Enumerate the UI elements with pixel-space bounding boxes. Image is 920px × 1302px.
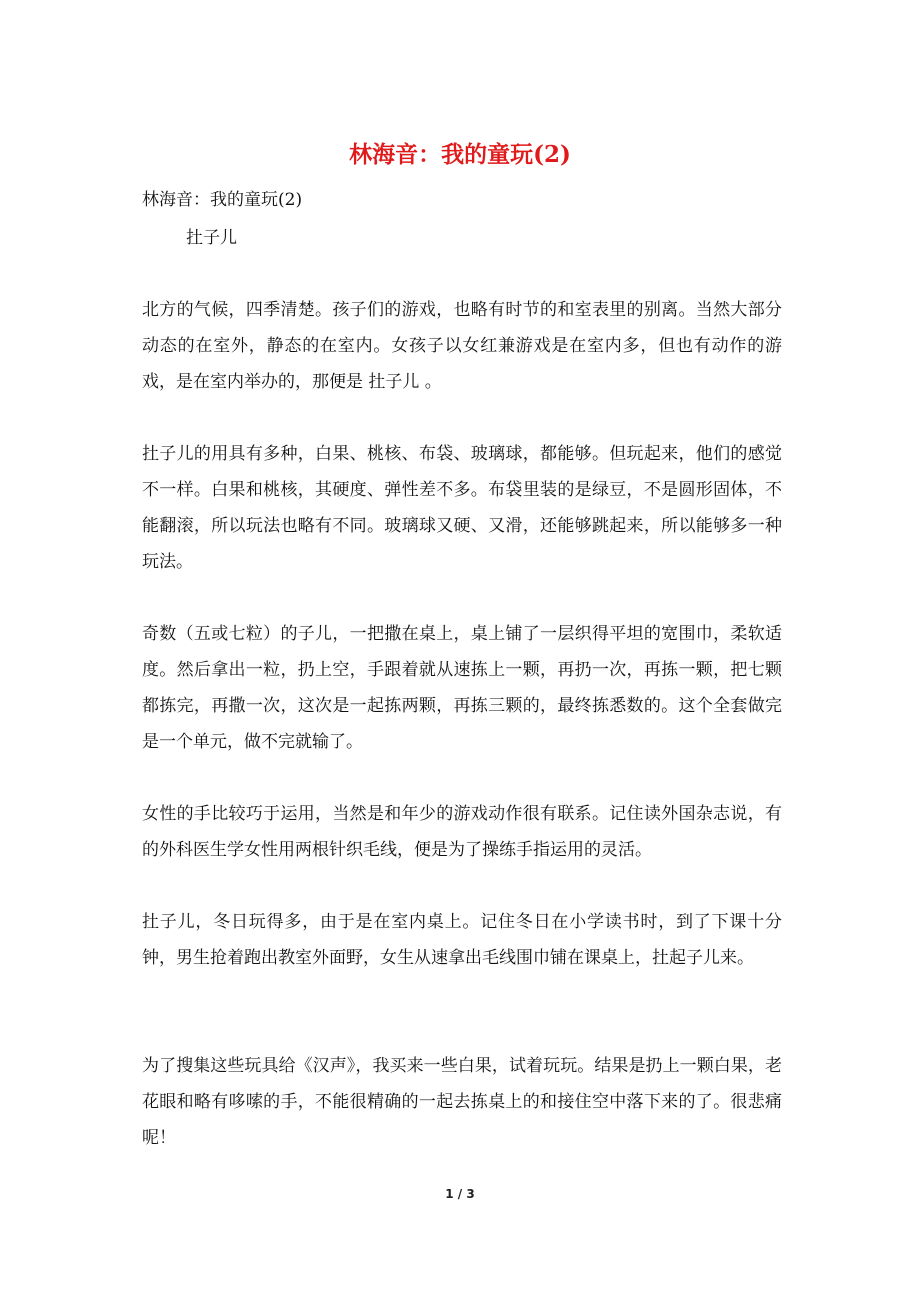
- paragraph: 女性的手比较巧于运用，当然是和年少的游戏动作很有联系。记住读外国杂志说，有的外科医生学女性用两根针织毛线，便是为了操练手指运用的灵活。: [142, 804, 782, 860]
- paragraph: 奇数（五或七粒）的子儿，一把撒在桌上，桌上铺了一层织得平坦的宽围巾，柔软适度。然后拿出一粒，扔上空，手跟着就从速拣上一颗，再扔一次，再拣一颗，把七颗都拣完，再撒一次，这次是一起拣两颗，再拣三颗的，最终拣悉数的。这个全套做完是一个单元，做不完就输了。: [142, 624, 782, 752]
- page-indicator: 1 / 3: [445, 1187, 475, 1201]
- document-subtitle: 林海音：我的童玩(2): [142, 190, 303, 210]
- paragraph: 扗子儿，冬日玩得多，由于是在室内桌上。记住冬日在小学读书时，到了下课十分钟，男生抢着跑出教室外面野，女生从速拿出毛线围巾铺在课桌上，扗起子儿来。: [142, 912, 782, 968]
- paragraph: 北方的气候，四季清楚。孩子们的游戏，也略有时节的和室表里的别离。当然大部分动态的在室外，静态的在室内。女孩子以女红兼游戏是在室内多，但也有动作的游戏，是在室内举办的，那便是 扗子儿 。: [142, 300, 782, 392]
- section-heading: 扗子儿: [186, 228, 237, 248]
- paragraph: 为了搜集这些玩具给《汉声》，我买来一些白果，试着玩玩。结果是扔上一颗白果，老花眼和略有哆嗦的手，不能很精确的一起去拣桌上的和接住空中落下来的了。很悲痛呢！: [142, 1056, 782, 1148]
- paragraph: 扗子儿的用具有多种，白果、桃核、布袋、玻璃球，都能够。但玩起来，他们的感觉不一样。白果和桃核，其硬度、弹性差不多。布袋里装的是绿豆，不是圆形固体，不能翻滚，所以玩法也略有不同。玻璃球又硬、又滑，还能够跳起来，所以能够多一种玩法。: [142, 444, 782, 572]
- document-title: 林海音：我的童玩(2): [349, 141, 571, 168]
